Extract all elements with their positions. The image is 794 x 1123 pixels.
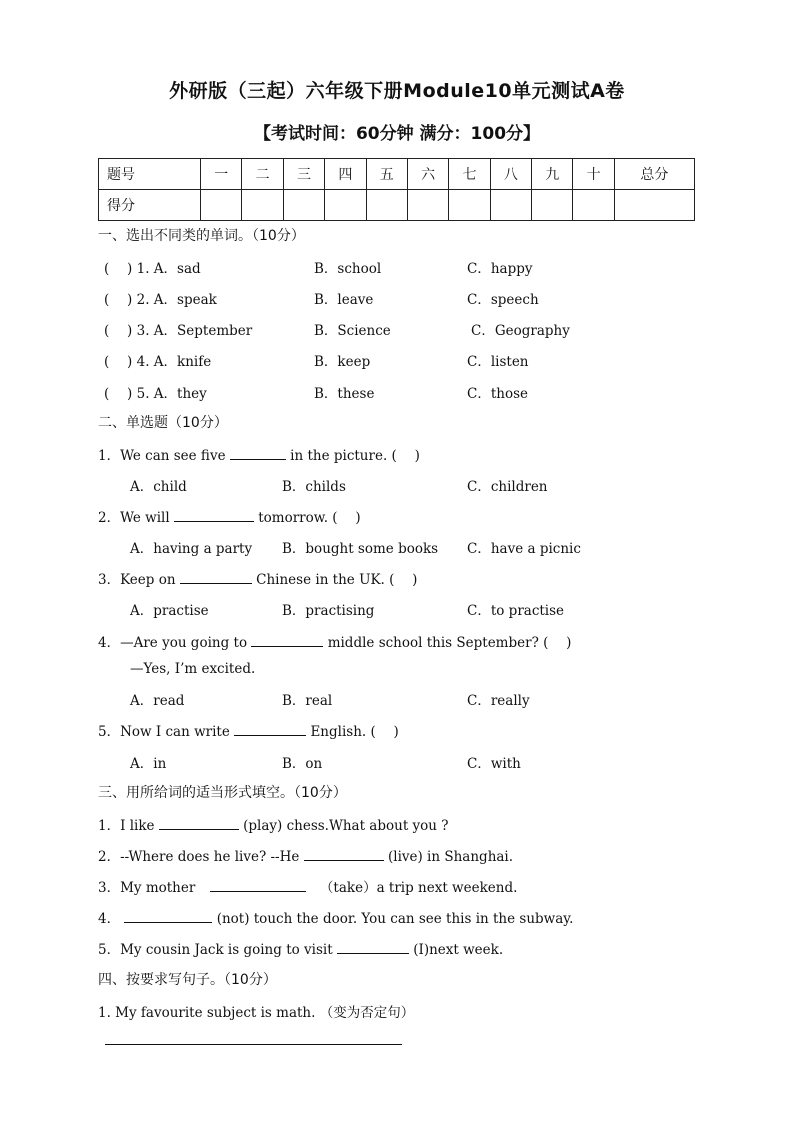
score-cell[interactable] <box>325 190 366 221</box>
question-item <box>104 288 217 308</box>
score-table-score-row <box>99 190 695 221</box>
option-a: A．in <box>130 756 167 772</box>
question-text: 3．My mother <box>98 880 196 896</box>
score-cell[interactable] <box>201 190 242 221</box>
question-item <box>98 568 417 588</box>
question-item <box>98 907 573 927</box>
question-text: 1．We can see five <box>98 448 226 464</box>
table-cell: 四 <box>325 159 366 190</box>
option-c: C．those <box>467 386 528 402</box>
section-heading: 四、按要求写句子。（10分） <box>98 972 277 988</box>
question-item <box>98 444 420 464</box>
option-a: A．child <box>130 479 187 495</box>
question-text: ( ) 1. A．sad <box>104 261 201 277</box>
answer-blank[interactable] <box>304 848 384 861</box>
section-heading: 三、用所给词的适当形式填空。（10分） <box>98 785 347 801</box>
question-item <box>98 720 399 740</box>
question-item <box>98 845 513 865</box>
reply-text: —Yes, I’m excited. <box>130 661 256 677</box>
question-text: (live) in Shanghai. <box>387 849 514 865</box>
score-cell[interactable] <box>490 190 531 221</box>
answer-blank[interactable] <box>337 941 409 954</box>
option-c: C．listen <box>467 354 529 370</box>
answer-blank[interactable] <box>174 509 254 522</box>
question-item <box>104 257 201 277</box>
question-item <box>98 876 517 896</box>
table-cell: 六 <box>407 159 448 190</box>
table-cell: 九 <box>532 159 573 190</box>
question-text: ( ) 3. A．September <box>104 323 253 339</box>
option-c: C．really <box>467 693 530 709</box>
option-b: B．leave <box>314 292 374 308</box>
question-text: ( ) 5. A．they <box>104 386 207 402</box>
option-c: C．happy <box>467 261 533 277</box>
question-item <box>104 350 211 370</box>
question-text: 4．—Are you going to <box>98 635 248 651</box>
option-b: B．school <box>314 261 382 277</box>
answer-blank[interactable] <box>159 817 239 830</box>
question-text: 3．Keep on <box>98 572 176 588</box>
question-text: 4． <box>98 911 121 927</box>
question-text: 5．Now I can write <box>98 724 230 740</box>
option-c: C．to practise <box>467 603 565 619</box>
score-table-header-row <box>99 159 695 190</box>
score-table <box>98 158 695 221</box>
question-item <box>98 506 361 526</box>
option-a: A．read <box>130 693 185 709</box>
option-c: C．Geography <box>471 323 570 339</box>
question-item <box>104 319 252 339</box>
option-b: B．bought some books <box>282 541 439 557</box>
question-text: 5．My cousin Jack is going to visit <box>98 942 333 958</box>
question-item <box>98 938 503 958</box>
table-cell: 五 <box>366 159 407 190</box>
table-cell: 三 <box>283 159 324 190</box>
option-b: B．Science <box>314 323 391 339</box>
section-heading: 一、选出不同类的单词。（10分） <box>98 228 305 244</box>
score-cell[interactable] <box>449 190 490 221</box>
option-c: C．speech <box>467 292 539 308</box>
answer-blank[interactable] <box>234 723 306 736</box>
score-cell[interactable] <box>614 190 694 221</box>
question-text: in the picture. ( ) <box>290 448 420 464</box>
answer-blank[interactable] <box>230 447 286 460</box>
score-cell[interactable] <box>242 190 283 221</box>
question-item <box>104 382 207 402</box>
score-cell[interactable] <box>573 190 614 221</box>
answer-blank[interactable] <box>251 634 323 647</box>
question-text: English. ( ) <box>310 724 399 740</box>
option-c: C．have a picnic <box>467 541 581 557</box>
option-b: B．childs <box>282 479 346 495</box>
question-text: (not) touch the door. You can see this in the subway. <box>216 911 574 927</box>
score-cell[interactable] <box>407 190 448 221</box>
option-c: C．with <box>467 756 521 772</box>
table-cell: 八 <box>490 159 531 190</box>
question-item: 1. My favourite subject is math. （变为否定句） <box>98 1005 415 1021</box>
option-a: A．having a party <box>130 541 253 557</box>
table-cell: 七 <box>449 159 490 190</box>
option-b: B．keep <box>314 354 371 370</box>
page-title: 外研版（三起）六年级下册Module10单元测试A卷 <box>169 80 625 102</box>
score-cell[interactable] <box>532 190 573 221</box>
question-text: ( ) 2. A．speak <box>104 292 217 308</box>
option-a: A．practise <box>130 603 209 619</box>
table-cell: 一 <box>201 159 242 190</box>
score-cell[interactable] <box>283 190 324 221</box>
question-text: 2．--Where does he live? --He <box>98 849 300 865</box>
exam-info: 【考试时间：60分钟 满分：100分】 <box>253 124 541 144</box>
question-text: tomorrow. ( ) <box>258 510 361 526</box>
table-cell: 总分 <box>614 159 694 190</box>
option-b: B．practising <box>282 603 375 619</box>
option-b: B．on <box>282 756 323 772</box>
table-cell: 题号 <box>99 159 201 190</box>
question-text: Chinese in the UK. ( ) <box>256 572 418 588</box>
question-text: (play) chess.What about you ? <box>243 818 449 834</box>
answer-blank[interactable] <box>210 879 306 892</box>
option-b: B．real <box>282 693 333 709</box>
question-text: ( ) 4. A．knife <box>104 354 212 370</box>
question-item <box>98 631 571 651</box>
question-text: 1．I like <box>98 818 155 834</box>
answer-blank[interactable] <box>180 571 252 584</box>
question-item <box>98 814 449 834</box>
answer-blank[interactable] <box>124 910 212 923</box>
table-cell: 二 <box>242 159 283 190</box>
option-b: B．these <box>314 386 375 402</box>
section-heading: 二、单选题（10分） <box>98 415 228 431</box>
table-cell: 十 <box>573 159 614 190</box>
question-text: middle school this September? ( ) <box>327 635 572 651</box>
question-text: 2．We will <box>98 510 170 526</box>
answer-line[interactable] <box>105 1044 402 1045</box>
question-text: (I)next week. <box>413 942 504 958</box>
score-cell[interactable] <box>366 190 407 221</box>
option-c: C．children <box>467 479 548 495</box>
table-cell: 得分 <box>99 190 201 221</box>
question-text: （take）a trip next weekend. <box>319 880 518 896</box>
